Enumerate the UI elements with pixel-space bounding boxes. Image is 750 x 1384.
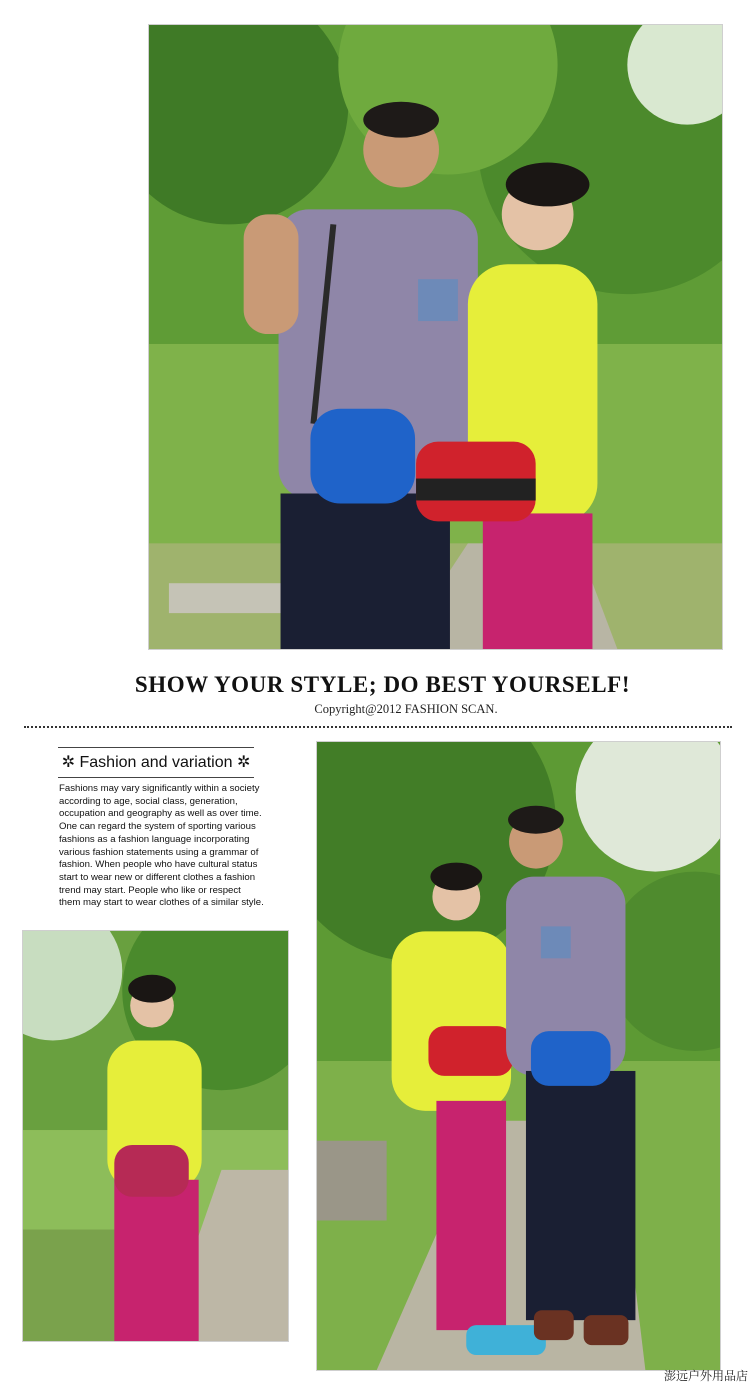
photo-woman-with-bag xyxy=(22,930,289,1342)
photo-couple-standing xyxy=(148,24,723,650)
asterisk-icon: ✲ xyxy=(61,754,76,771)
title-rule-bottom xyxy=(58,777,254,778)
page-headline: SHOW YOUR STYLE; DO BEST YOURSELF! xyxy=(134,672,631,697)
dotted-divider xyxy=(24,726,732,728)
section-body-text: Fashions may vary significantly within a society according to age, social class, generation, occupation and geography as well as over time. One can regard the system of sporting various fashions as a fashion language incorporating various fashion statements using a grammar of fashion. When people who have cultural status start to wear new or different clothes a fashion trend may start. People who like or respect them may start to wear clothes of a similar style. xyxy=(59,783,264,909)
photo-couple-walking xyxy=(316,741,721,1371)
section-title xyxy=(58,752,254,772)
section-title-text: Fashion and variation xyxy=(79,754,233,771)
copyright-text: Copyright@2012 FASHION SCAN. xyxy=(314,702,498,716)
asterisk-icon: ✲ xyxy=(236,754,251,771)
title-rule-top xyxy=(58,747,254,748)
shop-watermark: 澎远户外用品店 xyxy=(663,1369,748,1383)
